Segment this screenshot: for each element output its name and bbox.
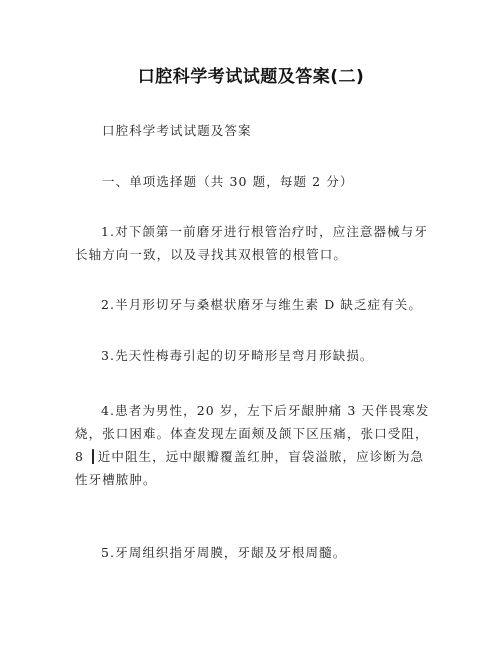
section-heading: 一、单项选择题（共 30 题，每题 2 分） — [102, 174, 354, 189]
question-item-1: 1.对下颌第一前磨牙进行根管治疗时，应注意器械与牙长轴方向一致，以及寻找其双根管的根管口。 — [75, 224, 428, 262]
question-item-5: 5.牙周组织指牙周膜，牙龈及牙根周髓。 — [101, 545, 347, 560]
question-item-2: 2.半月形切牙与桑椹状磨牙与维生素 D 缺乏症有关。 — [101, 297, 422, 312]
document-title: 口腔科学考试试题及答案(二) — [137, 67, 365, 87]
question-item-4: 4.患者为男性，20 岁，左下后牙龈肿痛 3 天伴畏寒发烧，张口困难。体查发现左面颊及颌下区压痛，张口受阻， 8 ┃近中阻生，远中龈瓣覆盖红肿，盲袋溢脓，应诊断为急性牙槽脓肿。 — [75, 403, 430, 487]
question-item-3: 3.先天性梅毒引起的切牙畸形呈弯月形缺损。 — [101, 348, 374, 363]
document-subtitle: 口腔科学考试试题及答案 — [102, 123, 252, 138]
